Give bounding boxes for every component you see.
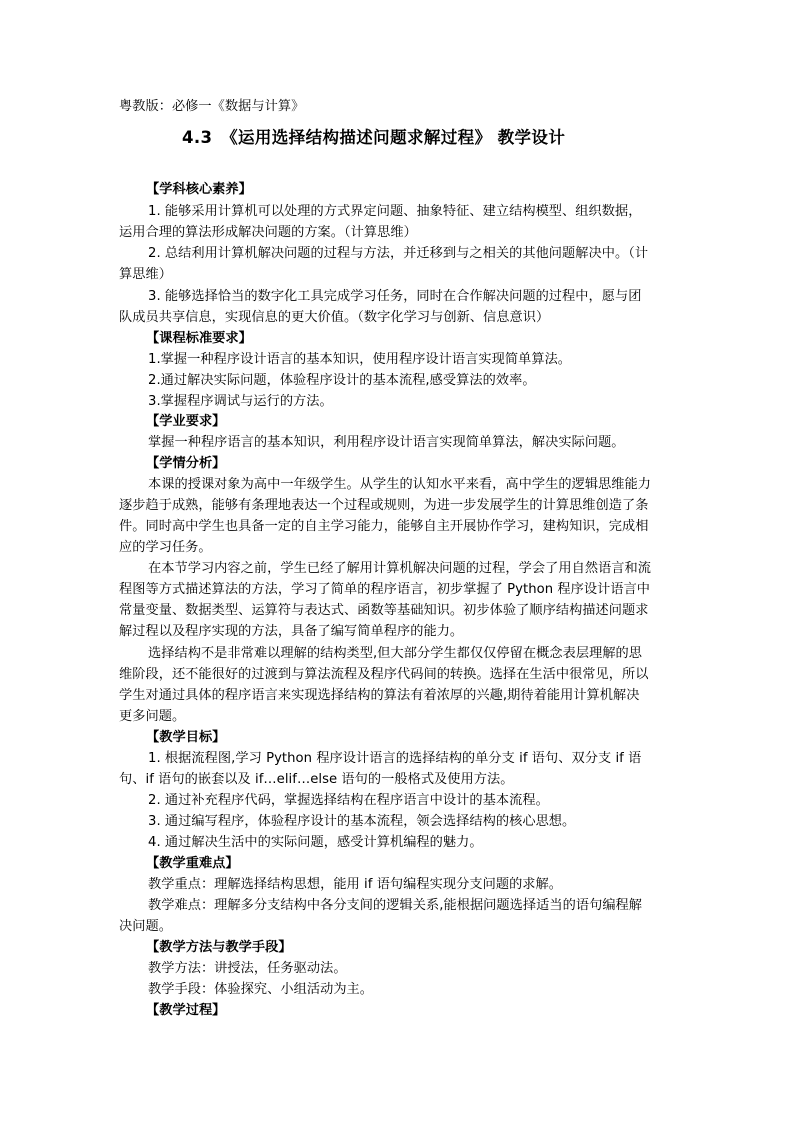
teaching-focus: 教学重点：理解选择结构思想，能用 if 语句编程实现分支问题的求解。 [148,877,563,892]
academic-requirement-text: 掌握一种程序语言的基本知识，利用程序设计语言实现简单算法，解决实际问题。 [148,435,625,450]
teaching-goal-item-3: 3. 通过编写程序，体验程序设计的基本流程，领会选择结构的核心思想。 [148,814,576,829]
learner-analysis-p3-cont: 维阶段，还不能很好的过渡到与算法流程及程序代码间的转换。选择在生活中很常见，所以 [119,667,649,682]
curriculum-item-2: 2.通过解决实际问题，体验程序设计的基本流程,感受算法的效率。 [148,373,536,388]
learner-analysis-p1-cont: 应的学习任务。 [119,540,212,555]
page-title: 4.3 《运用选择结构描述问题求解过程》 教学设计 [182,128,566,147]
teaching-goal-item-1: 1. 根据流程图,学习 Python 程序设计语言的选择结构的单分支 if 语句、双分支 if 语 [148,751,642,766]
core-literacy-item-3: 3. 能够选择恰当的数字化工具完成学习任务，同时在合作解决问题的过程中，愿与团 [148,289,642,304]
teaching-goal-item-2: 2. 通过补充程序代码，掌握选择结构在程序语言中设计的基本流程。 [148,793,549,808]
learner-analysis-p1: 本课的授课对象为高中一年级学生。从学生的认知水平来看，高中学生的逻辑思维能力 [148,477,652,492]
curriculum-item-3: 3.掌握程序调试与运行的方法。 [148,394,333,409]
teaching-goal-item-1-cont: 句、if 语句的嵌套以及 if…elif…else 语句的一般格式及使用方法。 [119,772,514,787]
core-literacy-item-1: 1. 能够采用计算机可以处理的方式界定问题、抽象特征、建立结构模型、组织数据， [148,204,642,219]
teaching-means: 教学手段：体验探究、小组活动为主。 [148,982,374,997]
section-heading-teaching-goals: 【教学目标】 [146,730,226,745]
teaching-method: 教学方法：讲授法，任务驱动法。 [148,961,347,976]
learner-analysis-p2: 在本节学习内容之前，学生已经了解用计算机解决问题的过程，学会了用自然语言和流 [148,561,652,576]
section-heading-key-points: 【教学重难点】 [146,856,239,871]
learner-analysis-p3: 选择结构不是非常难以理解的结构类型,但大部分学生都仅仅停留在概念表层理解的思 [148,646,643,661]
teaching-goal-item-4: 4. 通过解决生活中的实际问题，感受计算机编程的魅力。 [148,835,483,850]
core-literacy-item-3-cont: 队成员共享信息，实现信息的更大价值。（数字化学习与创新、信息意识） [119,310,550,325]
core-literacy-item-2-cont: 算思维） [119,267,172,282]
section-heading-curriculum-standard: 【课程标准要求】 [146,331,252,346]
teaching-difficulty-cont: 决问题。 [119,919,172,934]
section-heading-learner-analysis: 【学情分析】 [146,456,226,471]
section-heading-process: 【教学过程】 [146,1003,226,1018]
learner-analysis-p1-cont: 件。同时高中学生也具备一定的自主学习能力，能够自主开展协作学习，建构知识，完成相 [119,519,649,534]
core-literacy-item-2: 2. 总结利用计算机解决问题的过程与方法，并迁移到与之相关的其他问题解决中。（计 [148,246,649,261]
learner-analysis-p2-cont: 常量变量、数据类型、运算符与表达式、函数等基础知识。初步体验了顺序结构描述问题求 [119,603,649,618]
learner-analysis-p2-cont: 解过程以及程序实现的方法，具备了编写简单程序的能力。 [119,624,464,639]
learner-analysis-p1-cont: 逐步趋于成熟，能够有条理地表达一个过程或规则，为进一步发展学生的计算思维创造了条 [119,498,649,513]
section-heading-methods: 【教学方法与教学手段】 [146,940,292,955]
section-heading-core-literacy: 【学科核心素养】 [146,182,252,197]
edition-label: 粤教版：必修一《数据与计算》 [119,99,305,114]
teaching-difficulty: 教学难点：理解多分支结构中各分支间的逻辑关系,能根据问题选择适当的语句编程解 [148,898,643,913]
learner-analysis-p2-cont: 程图等方式描述算法的方法，学习了简单的程序语言，初步掌握了 Python 程序设计语言中 [119,582,651,597]
learner-analysis-p3-cont: 更多问题。 [119,709,186,724]
curriculum-item-1: 1.掌握一种程序设计语言的基本知识，使用程序设计语言实现简单算法。 [148,352,572,367]
section-heading-academic-requirement: 【学业要求】 [146,414,226,429]
learner-analysis-p3-cont: 学生对通过具体的程序语言来实现选择结构的算法有着浓厚的兴趣,期待着能用计算机解决 [119,688,640,703]
core-literacy-item-1-cont: 运用合理的算法形成解决问题的方案。（计算思维） [119,225,417,240]
